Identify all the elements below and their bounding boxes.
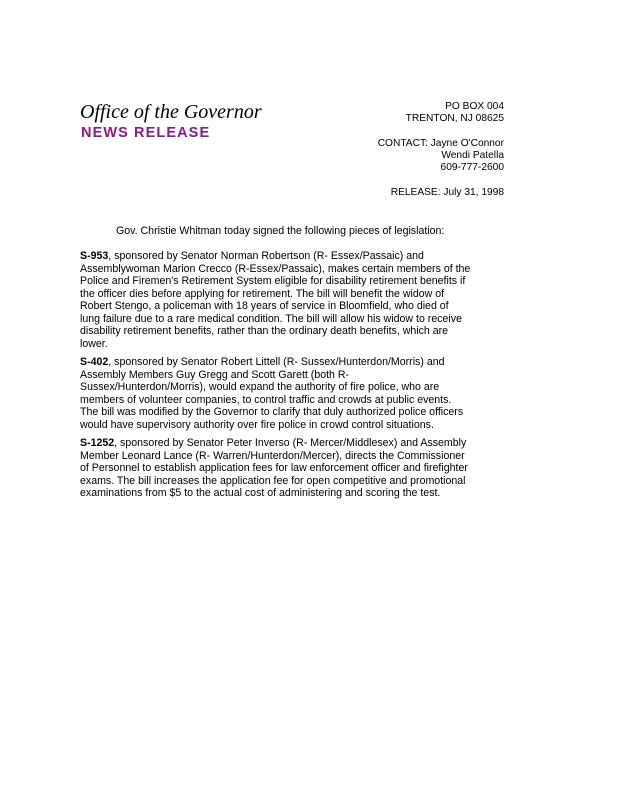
office-title: Office of the Governor (80, 101, 262, 123)
bill-paragraph-s1252 (80, 437, 508, 500)
bill-text-line: Sussex/Hunterdon/Morris), would expand the authority of fire police, who are (80, 381, 440, 393)
bill-text-line: , sponsored by Senator Peter Inverso (R- Mercer/Middlesex) and Assembly (114, 437, 467, 449)
bill-text-line: Member Leonard Lance (R- Warren/Hunterdon/Mercer), directs the Commissioner (80, 449, 465, 462)
bill-first-line (80, 250, 508, 263)
bill-text-line: disability retirement benefits, rather than the ordinary death benefits, which are (80, 325, 449, 337)
bill-id: S-1252 (80, 437, 115, 449)
contact-block (378, 101, 504, 199)
release-date: RELEASE: July 31, 1998 (390, 187, 504, 199)
bill-text-line: examinations from $5 to the actual cost of administering and scoring the test. (80, 487, 441, 499)
bill-text-line: Assembly Members Guy Gregg and Scott Garett (both R- (80, 368, 350, 381)
bill-text-line: members of volunteer companies, to control traffic and crowds at public events. (80, 393, 452, 406)
bill-text-line: lower. (80, 337, 108, 350)
bill-paragraph-s402 (80, 356, 508, 431)
bill-text-line: exams. The bill increases the application fee for open competitive and promotional (80, 474, 466, 487)
bill-text-line: Robert Stengo, a policeman with 18 years of service in Bloomfield, who died of (80, 300, 449, 312)
bill-text-line: , sponsored by Senator Norman Robertson (R- Essex/Passaic) and (108, 250, 424, 262)
contact-phone: 609-777-2600 (440, 162, 504, 174)
bill-id: S-402 (80, 356, 109, 368)
bill-text-line: The bill was modified by the Governor to clarify that duly authorized police officers (80, 406, 464, 418)
bill-text-line: would have supervisory authority over fire police in crowd control situations. (80, 418, 434, 431)
po-box: PO BOX 004 (445, 101, 504, 112)
bill-id: S-953 (80, 250, 109, 262)
intro-paragraph: Gov. Christie Whitman today signed the following pieces of legislation: (116, 225, 445, 237)
bill-text-line: lung failure due to a rare medical condition. The bill will allow his widow to receive (80, 312, 462, 325)
bill-text-line: Police and Firemen's Retirement System eligible for disability retirement benefits if (80, 275, 466, 287)
contact-name-secondary: Wendi Patella (441, 150, 504, 162)
bill-text-line: Assemblywoman Marion Crecco (R-Essex/Passaic), makes certain members of the (80, 262, 471, 275)
bill-text-line: the officer dies before applying for retirement. The bill will benefit the widow of (80, 287, 445, 300)
contact-line: CONTACT: Jayne O'Connor (377, 137, 504, 149)
bill-text-line: of Personnel to establish application fees for law enforcement officer and firefighter (80, 462, 468, 474)
bill-text-line: , sponsored by Senator Robert Littell (R- Sussex/Hunterdon/Morris) and (108, 356, 445, 368)
news-release-heading: NEWS RELEASE (81, 125, 211, 141)
bill-paragraph-s953 (80, 250, 508, 350)
bill-first-line (80, 356, 508, 369)
city-address: TRENTON, NJ 08625 (405, 113, 504, 125)
bill-first-line (80, 437, 508, 450)
